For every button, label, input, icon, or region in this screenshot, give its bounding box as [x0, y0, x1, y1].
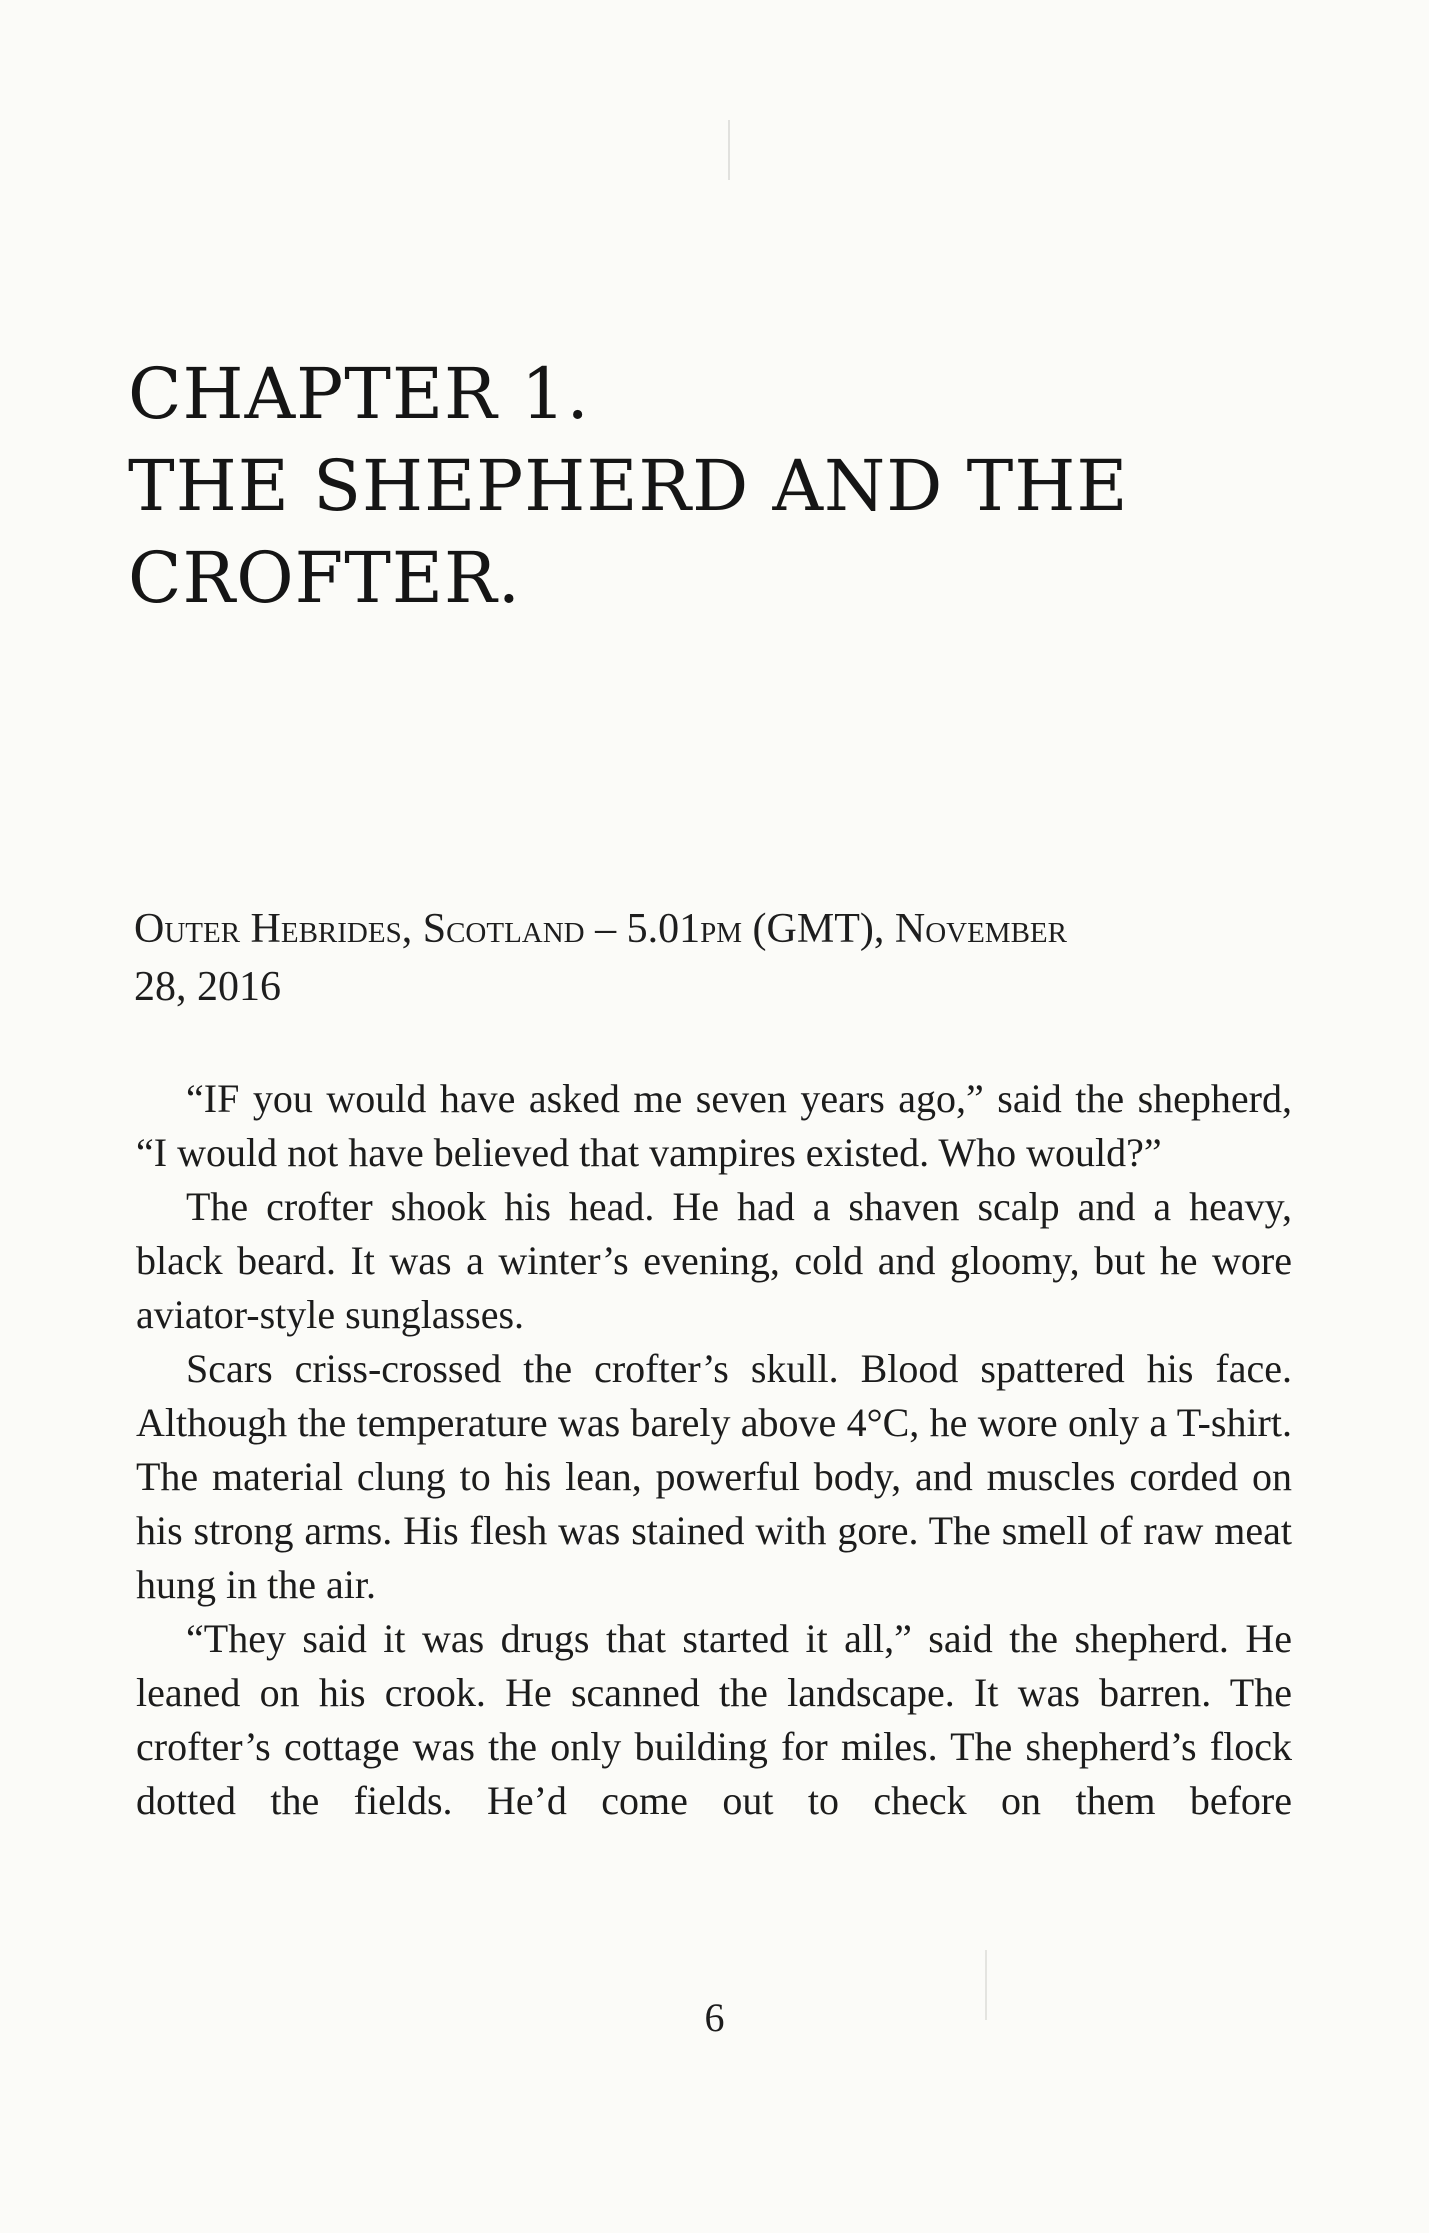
body-text	[136, 1072, 1292, 1828]
chapter-title-line-3: CROFTER.	[128, 537, 521, 619]
paragraph: “IF you would have asked me seven years ago,” said the shepherd, “I would not have believed that vampires existed. Who would?”	[136, 1076, 1292, 1175]
location-place: Outer Hebrides, Scotland	[134, 906, 585, 952]
location-date: 28, 2016	[134, 964, 281, 1010]
chapter-title-line-1: CHAPTER 1.	[128, 353, 590, 435]
page-number: 6	[704, 1995, 725, 2040]
location-time: 5.01pm	[626, 906, 743, 952]
location-month: November	[894, 906, 1067, 952]
scan-artifact-top	[728, 120, 730, 180]
location-zone: (GMT),	[742, 906, 895, 952]
paragraph: The crofter shook his head. He had a shaven scalp and a heavy, black beard. It was a winter’s evening, cold and gloomy, but he wore aviator-style sunglasses.	[136, 1184, 1292, 1337]
paragraph: Scars criss-crossed the crofter’s skull. Blood spattered his face. Although the temperature was barely above 4°C, he wore only a T-shirt. The material clung to his lean, powerful body, and muscles corded on his strong arms. His flesh was stained with gore. The smell of raw meat hung in the air.	[136, 1346, 1292, 1607]
location-dash: –	[584, 906, 627, 952]
chapter-title	[128, 348, 1308, 624]
chapter-title-line-2: THE SHEPHERD AND THE	[128, 445, 1129, 527]
paragraph: “They said it was drugs that started it all,” said the shepherd. He leaned on his crook. He scanned the landscape. It was barren. The crofter’s cottage was the only building for miles. The shepherd’s flock dotted the fields. He’d come out to check on them before	[136, 1616, 1292, 1823]
location-dateline	[134, 900, 1294, 1016]
